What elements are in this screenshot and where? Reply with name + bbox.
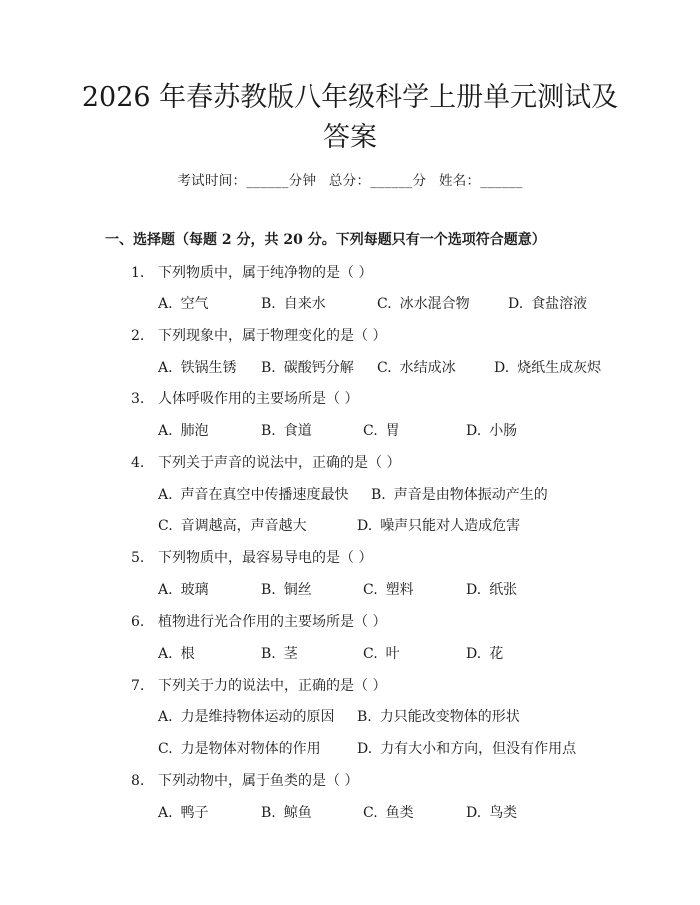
question-8 [131, 770, 358, 790]
question-5 [131, 547, 372, 567]
q6-option-a: A. 根 [158, 646, 195, 662]
q4-option-b: B. 声音是由物体振动产生的 [371, 487, 548, 503]
q8-option-d: D. 鸟类 [466, 805, 518, 821]
question-text: 植物进行光合作用的主要场所是（ ） [158, 614, 387, 630]
q5-option-c: C. 塑料 [363, 582, 414, 598]
question-6 [131, 611, 386, 631]
question-number: 5. [131, 550, 145, 566]
q7-option-d: D. 力有大小和方向，但没有作用点 [357, 741, 577, 757]
question-1 [131, 262, 372, 282]
q6-option-d: D. 花 [466, 646, 504, 662]
section-heading: 一、选择题（每题 2 分，共 20 分。下列每题只有一个选项符合题意） [105, 232, 546, 248]
exam-time: 考试时间：______分钟 [177, 173, 317, 189]
question-2 [131, 325, 386, 345]
q1-option-c: C. 冰水混合物 [377, 296, 470, 312]
document-title [80, 78, 620, 158]
q8-option-c: C. 鱼类 [363, 805, 414, 821]
q1-option-b: B. 自来水 [261, 296, 326, 312]
q3-option-c: C. 胃 [363, 423, 400, 439]
question-number: 1. [131, 265, 145, 281]
question-text: 人体呼吸作用的主要场所是（ ） [158, 391, 359, 407]
q5-option-a: A. 玻璃 [158, 582, 209, 598]
question-number: 8. [131, 773, 145, 789]
q6-option-c: C. 叶 [363, 646, 400, 662]
question-text: 下列物质中，属于纯净物的是（ ） [158, 265, 373, 281]
q5-option-d: D. 纸张 [466, 582, 518, 598]
q7-option-b: B. 力只能改变物体的形状 [357, 709, 520, 725]
q2-option-a: A. 铁锅生锈 [158, 360, 237, 376]
title-line-2: 答案 [323, 122, 377, 153]
q5-option-b: B. 铜丝 [261, 582, 312, 598]
question-4 [131, 452, 400, 472]
q3-option-d: D. 小肠 [466, 423, 518, 439]
student-name: 姓名：______ [438, 173, 523, 189]
q4-option-c: C. 音调越高，声音越大 [158, 518, 307, 534]
question-text: 下列现象中，属于物理变化的是（ ） [158, 328, 387, 344]
q2-option-d: D. 烧纸生成灰烬 [494, 360, 602, 376]
question-7 [131, 675, 386, 695]
q3-option-b: B. 食道 [261, 423, 312, 439]
question-text: 下列关于力的说法中，正确的是（ ） [158, 678, 387, 694]
exam-score: 总分：______分 [328, 173, 427, 189]
question-number: 6. [131, 614, 145, 630]
q8-option-a: A. 鸭子 [158, 805, 209, 821]
q7-option-c: C. 力是物体对物体的作用 [158, 741, 321, 757]
question-text: 下列关于声音的说法中，正确的是（ ） [158, 455, 401, 471]
exam-info [0, 169, 700, 189]
question-3 [131, 388, 358, 408]
q6-option-b: B. 茎 [261, 646, 298, 662]
question-number: 2. [131, 328, 145, 344]
question-number: 7. [131, 678, 145, 694]
q2-option-b: B. 碳酸钙分解 [261, 360, 354, 376]
question-number: 3. [131, 391, 145, 407]
q4-option-d: D. 噪声只能对人造成危害 [357, 518, 521, 534]
q1-option-a: A. 空气 [158, 296, 209, 312]
question-number: 4. [131, 455, 145, 471]
q7-option-a: A. 力是维持物体运动的原因 [158, 709, 335, 725]
question-text: 下列动物中，属于鱼类的是（ ） [158, 773, 359, 789]
title-line-1: 2026 年春苏教版八年级科学上册单元测试及 [81, 82, 619, 113]
q8-option-b: B. 鲸鱼 [261, 805, 312, 821]
q3-option-a: A. 肺泡 [158, 423, 209, 439]
q4-option-a: A. 声音在真空中传播速度最快 [158, 487, 349, 503]
q2-option-c: C. 水结成冰 [377, 360, 456, 376]
q1-option-d: D. 食盐溶液 [508, 296, 588, 312]
question-text: 下列物质中，最容易导电的是（ ） [158, 550, 373, 566]
